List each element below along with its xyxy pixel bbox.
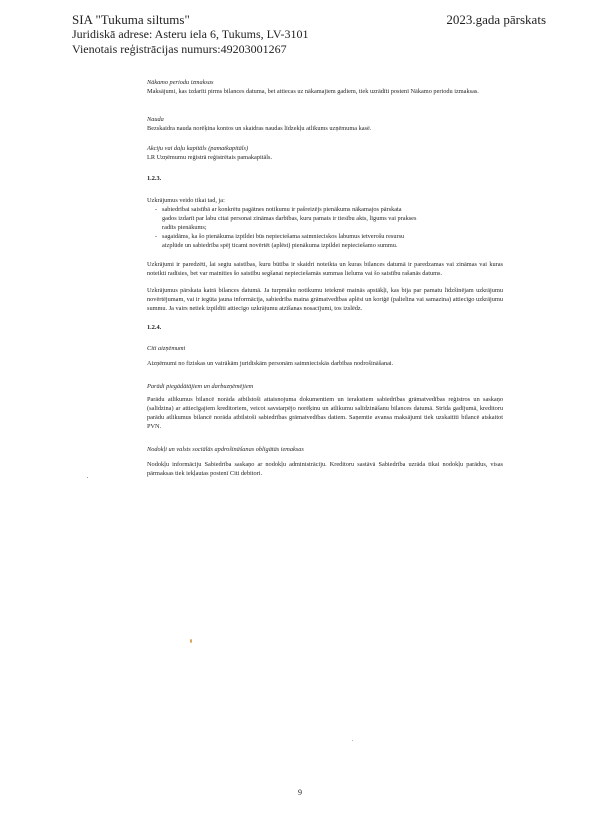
page-header	[72, 12, 402, 57]
suppliers-title: Parādi piegādātājiem un darbuzņēmējiem	[147, 383, 254, 390]
list-item: - sabiedrībai saistībā ar konkrētu pagātnes notikumu ir pašreizējs pienākums nākamajos pārskata gados izdarīt par labu citai personai zināmas darbības, kuru pamats ir tiesību akts, līgums vai prakses radīts pienākums;	[155, 205, 417, 232]
share-capital-title: Akciju vai daļu kapitāls (pamatkapitāls)	[147, 145, 249, 152]
registration-number: Vienotais reģistrācijas numurs:49203001267	[72, 42, 287, 56]
scan-speck	[87, 477, 88, 478]
provisions-para-1: Uzkrājumi ir paredzēti, lai segtu saistības, kuru būtība ir skaidri noteikta un kuras bilances datumā ir paredzamas vai zināmas vai kuras noteikti radīsies, bet var mainīties šo saistību segšanai nepieciešamās summas lielums vai šo saistību rašanās datums.	[147, 261, 503, 277]
company-name: SIA "Tukuma siltums"	[72, 12, 190, 27]
share-capital-text: LR Uzņēmumu reģistrā reģistrētais pamakapitāls.	[147, 154, 273, 161]
taxes-text: Nodokļu informāciju Sabiedrība saskaņo ar nodokļu administrāciju. Kreditoru sastāvā Sabiedrība uzrāda tikai nodokļu parādus, visas pārmaksas tiek iekļautas postenī Citi debitori.	[147, 461, 503, 477]
scan-speck	[352, 740, 353, 741]
provisions-conditions-list	[147, 205, 503, 250]
list-item: - sagaidāms, ka šo pienākuma izpildei būs nepieciešama saimnieciskos labumus ietverošu resursu aizplūde un sabiedrība spēj ticami novērtēt (aplēst) pienākuma izpildei nepieciešamo summu.	[155, 232, 417, 250]
future-period-text: Maksājumi, kas izdarīti pirms bilances datuma, bet attiecas uz nākamajiem gadiem, tiek uzrādīti postenī Nākamo periodu izmaksas.	[147, 88, 479, 95]
document-body	[147, 78, 503, 478]
suppliers-text: Parādu atlikumus bilancē norāda atbilstoši attaisnojuma dokumentiem un ierakstiem sabiedrības grāmatvedības reģistros un saskaņo (salīdzina) ar attiecīgajiem kreditoriem, veicot savstarpējo norēķinu un atlikumu salīdzināšanu bilances datumā. Strīda gadījumā, kreditoru parādu atlikumus bilancē norāda atbilstoši sabiedrības grāmatvedības datiem. Saņemtie avansa maksājumi tiek uzskaitīti bilancē atskaitot PVN.	[147, 396, 503, 430]
section-number-124: 1.2.4.	[147, 324, 162, 331]
taxes-title: Nodokļi un valsts sociālās apdrošināšanas obligātās iemaksas	[147, 446, 304, 453]
cash-text: Bezskaidra nauda norēķina kontos un skaidras naudas līdzekļu atlikums uzņēmuma kasē.	[147, 125, 372, 132]
provisions-para-2: Uzkrājumus pārskata katrā bilances datumā. Ja turpmāku notikumu ietekmē mainās apstākļi, kas bija par pamatu līdzšinējam uzkrājumu novērtējumam, vai ir iegūta jauna informācija, sabiedrība maina grāmatvedības aplēsi un koriģē (palielina vai samazina) attiecīgo uzkrājumu summu. Ja vairs netiek izpildīti attiecīgo uzkrājumu atzīšanas nosacījumi, tos izslēdz.	[147, 287, 503, 312]
future-period-title: Nākamo periodu izmaksas	[147, 79, 214, 86]
provisions-intro: Uzkrājumus veido tikai tad, ja:	[147, 197, 225, 204]
page-number: 9	[298, 788, 302, 797]
scan-speck	[190, 639, 192, 643]
cash-title: Nauda	[147, 116, 164, 123]
legal-address: Juridiskā adrese: Asteru iela 6, Tukums, LV-3101	[72, 27, 309, 41]
section-number-123: 1.2.3.	[147, 175, 162, 182]
other-loans-title: Citi aizņēmumi	[147, 345, 186, 352]
other-loans-text: Aizņēmumi no fiziskas un vairākām juridiskām personām saimnieciskās darbības nodrošināšanai.	[147, 360, 394, 367]
report-title: 2023.gada pārskats	[446, 12, 546, 27]
